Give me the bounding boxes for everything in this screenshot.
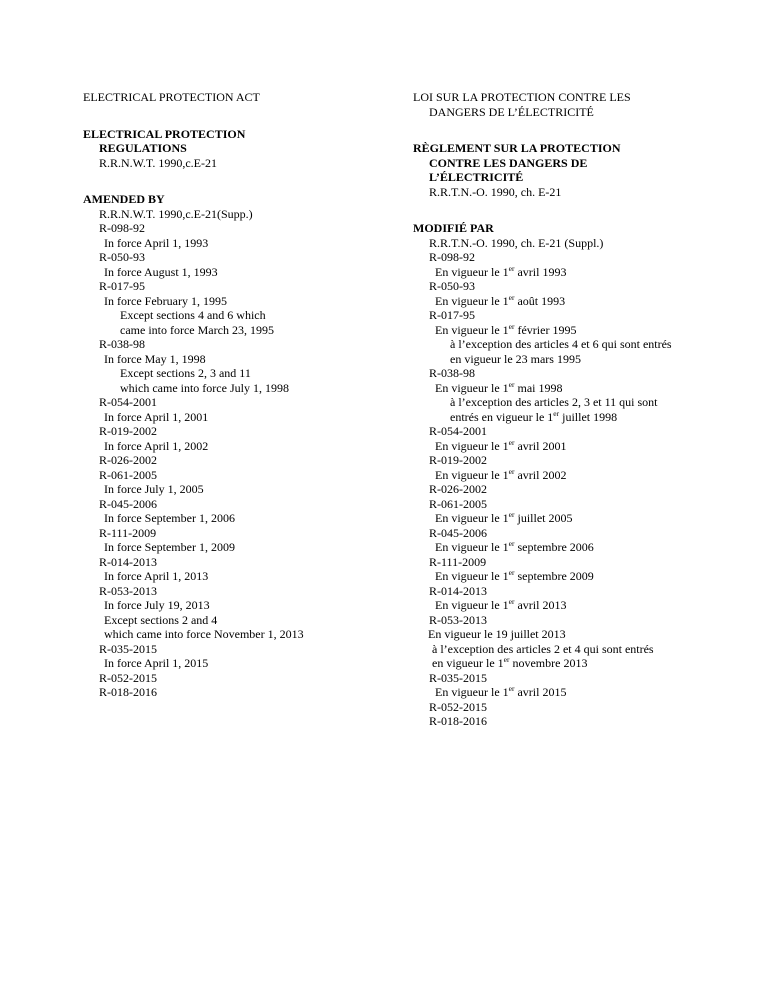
amendment-list-fr — [413, 236, 713, 729]
amendment-entry: In force September 1, 2006 — [104, 511, 235, 525]
amendment-entry: Except sections 4 and 6 which — [120, 308, 266, 322]
amendment-entry: Except sections 2 and 4 — [104, 612, 218, 627]
ordinal-superscript: er — [508, 510, 515, 519]
ordinal-superscript: er — [508, 379, 515, 389]
amendment-entry-fr: R-014-2013 — [429, 583, 487, 598]
amendment-entry: In force April 1, 2013 — [104, 569, 209, 583]
amendment-entry-fr: à l’exception des articles 2 et 4 qui sont entrés — [432, 641, 654, 656]
amendment-entry: R-035-2015 — [99, 641, 157, 656]
amendment-entry: In force April 1, 1993 — [104, 235, 209, 250]
amended-by-block — [83, 192, 383, 700]
amendment-entry-fr: En vigueur le 1er avril 2002 — [435, 466, 567, 482]
amendment-entry: came into force March 23, 1995 — [120, 322, 274, 337]
regulations-title-block-fr — [413, 141, 713, 199]
amendment-entry-fr: R-038-98 — [429, 366, 475, 380]
amendment-entry: In force April 1, 2015 — [104, 656, 209, 670]
ordinal-superscript: er — [508, 684, 515, 693]
act-title-fr-line-2: DANGERS DE L’ÉLECTRICITÉ — [429, 104, 594, 119]
amendment-entry: R-111-2009 — [99, 525, 157, 540]
amendment-entry-fr: en vigueur le 1er novembre 2013 — [432, 655, 588, 670]
amendment-entry-fr: En vigueur le 1er février 1995 — [435, 321, 577, 337]
regulations-citation-fr: R.R.T.N.-O. 1990, ch. E-21 — [429, 184, 562, 199]
french-column — [413, 90, 713, 751]
amendment-entry: R-017-95 — [99, 279, 145, 293]
regulations-citation: R.R.N.W.T. 1990,c.E-21 — [99, 155, 217, 170]
amendment-entry-fr: En vigueur le 1er septembre 2006 — [435, 539, 594, 554]
amendment-entry: R-054-2001 — [99, 395, 157, 409]
amendment-entry: In force April 1, 2001 — [104, 409, 209, 424]
amended-by-heading: AMENDED BY — [83, 192, 165, 206]
ordinal-superscript: er — [508, 292, 515, 302]
amendment-entry-fr: R.R.T.N.-O. 1990, ch. E-21 (Suppl.) — [429, 235, 604, 250]
amendment-entry: In force September 1, 2009 — [104, 540, 235, 554]
regulations-title-fr-line-2: CONTRE LES DANGERS DE — [429, 155, 588, 170]
regulations-title-line-2: REGULATIONS — [99, 141, 187, 155]
amendment-entry-fr: En vigueur le 1er août 1993 — [435, 292, 566, 308]
amendment-entry-fr: R-054-2001 — [429, 424, 487, 438]
amendment-entry-fr: R-019-2002 — [429, 453, 487, 467]
regulations-title-block — [83, 127, 383, 171]
amendment-entry-fr: En vigueur le 1er mai 1998 — [435, 379, 563, 395]
ordinal-superscript: er — [508, 539, 515, 548]
amendment-entry-fr: En vigueur le 1er avril 1993 — [435, 263, 567, 279]
amendment-entry: R-018-2016 — [99, 685, 157, 699]
amendment-entry-fr: à l’exception des articles 2, 3 et 11 qui sont — [450, 395, 658, 409]
amendment-entry-fr: R-050-93 — [429, 279, 475, 293]
amendment-entry: In force August 1, 1993 — [104, 264, 218, 279]
amendment-entry-fr: R-111-2009 — [429, 554, 487, 569]
ordinal-superscript: er — [508, 568, 515, 577]
amendment-entry: R-026-2002 — [99, 453, 157, 467]
regulations-title-line-1: ELECTRICAL PROTECTION — [83, 126, 246, 141]
amendment-entry-fr: En vigueur le 19 juillet 2013 — [428, 627, 566, 641]
amendment-entry-fr: R-098-92 — [429, 250, 475, 264]
amendment-entry: R-045-2006 — [99, 496, 157, 511]
amendment-entry: R-098-92 — [99, 221, 145, 235]
amendment-entry: R-050-93 — [99, 250, 145, 264]
act-title-fr-line-1: LOI SUR LA PROTECTION CONTRE LES — [413, 90, 631, 104]
amendment-entry: In force April 1, 2002 — [104, 438, 209, 453]
amendment-entry: In force February 1, 1995 — [104, 293, 227, 308]
amendment-entry: In force May 1, 1998 — [104, 351, 206, 366]
amendment-entry-fr: En vigueur le 1er juillet 2005 — [435, 510, 573, 525]
regulations-title-fr-line-1: RÈGLEMENT SUR LA PROTECTION — [413, 141, 621, 155]
amendment-entry: Except sections 2, 3 and 11 — [120, 366, 251, 380]
regulations-title-fr-line-3: L’ÉLECTRICITÉ — [429, 170, 524, 184]
amendment-entry: R-053-2013 — [99, 583, 157, 598]
amendment-entry: R-052-2015 — [99, 670, 157, 685]
amendment-entry-fr: R-053-2013 — [429, 612, 487, 627]
act-title: ELECTRICAL PROTECTION ACT — [83, 90, 260, 104]
amendment-entry-fr: En vigueur le 1er avril 2015 — [435, 684, 567, 699]
ordinal-superscript: er — [508, 263, 515, 273]
amendment-entry-fr: R-026-2002 — [429, 482, 487, 496]
amendment-entry-fr: en vigueur le 23 mars 1995 — [450, 351, 581, 366]
amendment-entry-fr: En vigueur le 1er avril 2013 — [435, 597, 567, 612]
modifie-par-heading: MODIFIÉ PAR — [413, 221, 494, 235]
amendment-entry: R-014-2013 — [99, 554, 157, 569]
amendment-entry-fr: R-052-2015 — [429, 699, 487, 714]
amendment-entry-fr: R-061-2005 — [429, 496, 487, 511]
ordinal-superscript: er — [508, 466, 515, 476]
amendment-entry-fr: entrés en vigueur le 1er juillet 1998 — [450, 408, 618, 424]
amendment-entry-fr: à l’exception des articles 4 et 6 qui sont entrés — [450, 337, 672, 351]
amendment-entry: R-019-2002 — [99, 424, 157, 438]
amendment-entry-fr: En vigueur le 1er avril 2001 — [435, 437, 567, 453]
amendment-entry: R-061-2005 — [99, 467, 157, 482]
amendment-entry: R.R.N.W.T. 1990,c.E-21(Supp.) — [99, 206, 253, 221]
amendment-list — [83, 207, 383, 700]
act-title-block — [83, 90, 383, 105]
ordinal-superscript: er — [508, 321, 515, 331]
amendment-entry-fr: R-045-2006 — [429, 525, 487, 540]
ordinal-superscript: er — [508, 437, 515, 447]
ordinal-superscript: er — [503, 655, 510, 664]
amendment-entry: R-038-98 — [99, 337, 145, 351]
english-column — [83, 90, 383, 722]
amendment-entry-fr: En vigueur le 1er septembre 2009 — [435, 568, 594, 583]
amendment-entry-fr: R-018-2016 — [429, 714, 487, 728]
act-title-block-fr — [413, 90, 713, 119]
amendment-entry: In force July 1, 2005 — [104, 482, 204, 496]
amendment-entry: In force July 19, 2013 — [104, 598, 210, 612]
amendment-entry: which came into force July 1, 1998 — [120, 380, 289, 395]
ordinal-superscript: er — [553, 408, 560, 418]
modifie-par-block — [413, 221, 713, 729]
amendment-entry-fr: R-017-95 — [429, 308, 475, 322]
amendment-entry: which came into force November 1, 2013 — [104, 627, 304, 641]
ordinal-superscript: er — [508, 597, 515, 606]
amendment-entry-fr: R-035-2015 — [429, 670, 487, 685]
